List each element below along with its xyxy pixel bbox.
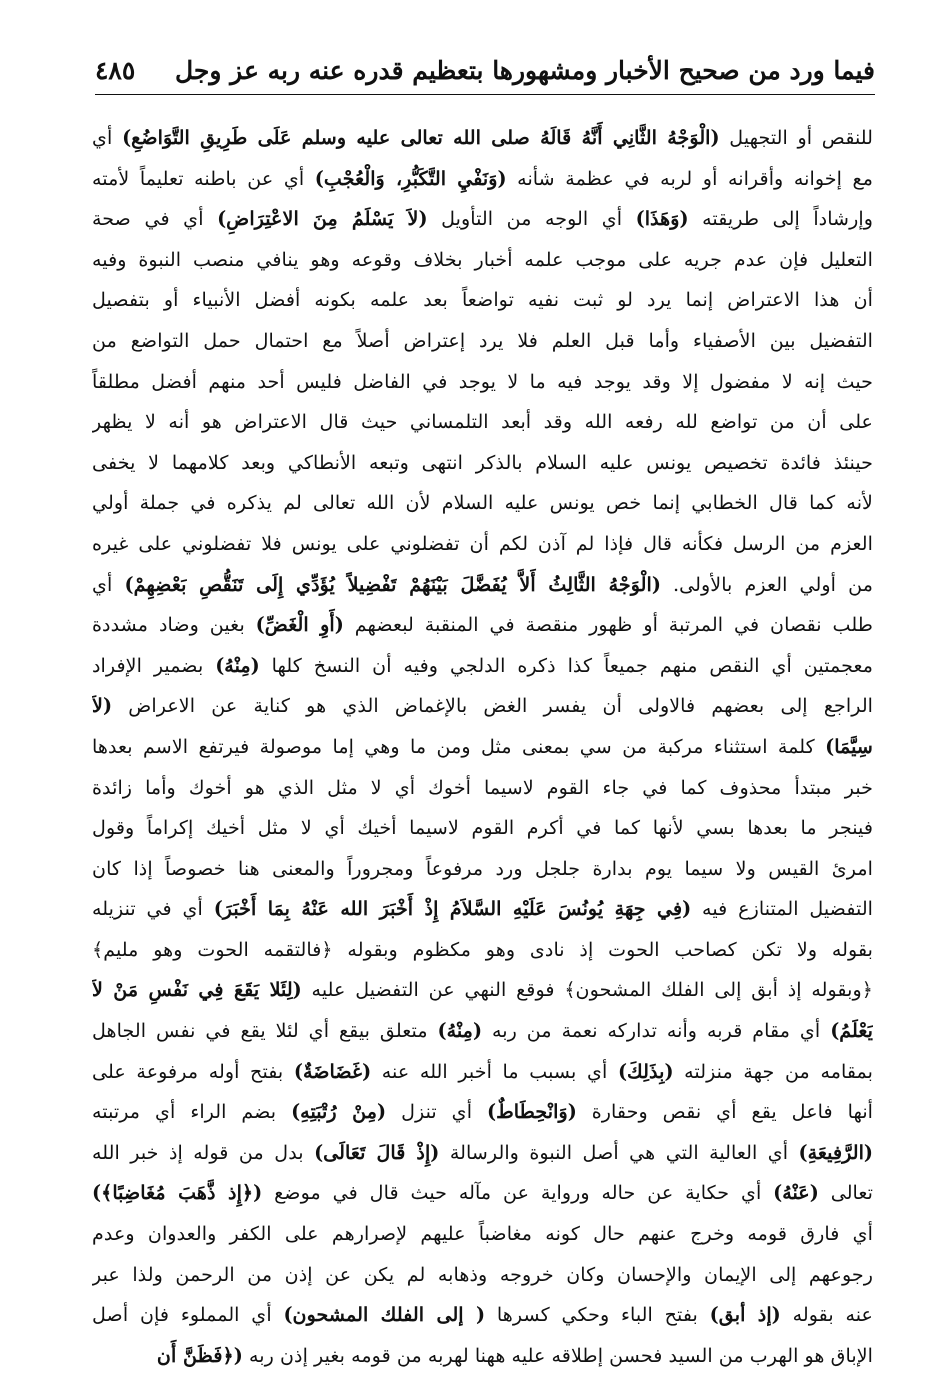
text-run: أي في تنزيله xyxy=(92,897,214,921)
highlighted-phrase: سِيَّمَا) xyxy=(825,734,873,758)
text-run: حيث إنه لا مفضول إلا وقد يوجد فيه ما لا يوجد في الفاضل فليس أحد منهم أفضل مطلقاً xyxy=(92,369,873,393)
text-run: أي الوجه من التأويل xyxy=(427,207,636,231)
text-run: على أن من تواضع لله رفعه الله وقد أبعد التلمساني حيث قال الاعتراض هو أنه لا يظهر xyxy=(92,410,873,434)
text-run: عنه بقوله xyxy=(780,1303,873,1327)
text-run: وإرشاداً إلى طريقته xyxy=(688,207,873,231)
header-rule xyxy=(95,94,875,95)
running-header xyxy=(95,52,875,94)
text-line xyxy=(92,240,873,281)
text-run: بضم الراء أي مرتبته xyxy=(92,1100,292,1124)
highlighted-phrase: (مِنْهُ) xyxy=(215,653,260,677)
body-text xyxy=(92,118,873,1376)
text-line xyxy=(92,889,873,930)
text-run: كلمة استثناء مركبة من سي بمعنى مثل ومن ما وهي إما موصولة فيرتفع الاسم بعدها xyxy=(92,734,826,758)
text-run: بفتح أوله مرفوعة على xyxy=(92,1059,294,1083)
highlighted-phrase: (غَضَاضَةٌ) xyxy=(293,1059,372,1083)
text-run: معجمتين أي النقص منهم جميعاً كذا ذكره الدلجي وفيه أن النسخ كلها xyxy=(259,653,873,677)
text-line xyxy=(92,646,873,687)
text-line xyxy=(92,1092,873,1133)
text-line xyxy=(92,524,873,565)
text-line xyxy=(92,402,873,443)
text-line xyxy=(92,118,873,159)
text-line xyxy=(92,1133,873,1174)
page-number: ٤٨٥ xyxy=(95,56,136,85)
text-line xyxy=(92,970,873,1011)
text-run: أي مقام قربه وأنه تداركه نعمة من ربه xyxy=(482,1019,831,1043)
text-run: أنها فاعل يقع أي نقص وحقارة xyxy=(576,1100,873,1124)
text-run: الراجع إلى بعضهم فالاولى أن يفسر الغض بالإغماض الذي هو كناية عن الاعراض xyxy=(112,694,873,718)
text-run: أي حكاية عن حاله ورواية عن مآله حيث قال في موضع xyxy=(262,1181,774,1205)
highlighted-phrase: (الرَّفِيعَةِ) xyxy=(798,1140,873,1164)
text-line xyxy=(92,443,873,484)
text-run: تعالى xyxy=(818,1181,873,1205)
highlighted-phrase: ( إلى الفلك المشحون) xyxy=(283,1303,486,1327)
text-run: أي xyxy=(92,572,125,596)
highlighted-phrase: (﴿فَظَنَّ أَن xyxy=(156,1343,243,1367)
text-run: أي عن باطنه تعليماً لأمته xyxy=(92,166,315,190)
highlighted-phrase: (الْوَجْهُ الثَّانِي أَنَّهُ قَالَهُ صلى الله تعالى عليه وسلم عَلَى طَرِيقِ التَّوَاضُعِ) xyxy=(122,126,720,149)
highlighted-phrase: (إِذْ قَالَ تَعَالَى) xyxy=(314,1140,440,1164)
highlighted-phrase: (أَوِ الْغَضِّ) xyxy=(255,613,344,637)
text-line xyxy=(92,1295,873,1336)
highlighted-phrase: (لاَ xyxy=(92,694,113,718)
highlighted-phrase: (لِئَلا يَقَعَ فِي نَفْسِ مَنْ لاَ xyxy=(92,978,302,1002)
text-run: متعلق بيقع أي لئلا يقع في نفس الجاهل xyxy=(92,1019,438,1043)
running-title: فيما ورد من صحيح الأخبار ومشهورها بتعظيم قدره عنه ربه عز وجل xyxy=(175,56,875,85)
text-line xyxy=(92,727,873,768)
text-run: خبر مبتدأ محذوف كما في جاء القوم لاسيما أخوك أي لا مثل الذي هو أخوك وأما زائدة xyxy=(92,775,873,799)
text-run: بغين وضاد مشددة xyxy=(92,613,256,637)
highlighted-phrase: (﴿إِذ ذَّهَبَ مُغَاضِبًا﴾) xyxy=(92,1181,263,1205)
highlighted-phrase: (لاَ يَسْلَمُ مِنَ الاعْتِرَاضِ) xyxy=(217,207,428,231)
text-run: التفضيل بين الأصفياء وأما قبل العلم فلا يرد إعتراض أصلاً مع احتمال حمل التواضع من xyxy=(92,328,873,352)
text-run: أي العالية التي هي أصل النبوة والرسالة xyxy=(439,1140,799,1164)
highlighted-phrase: (مِنْهُ) xyxy=(437,1019,483,1043)
text-run: بضمير الإفراد xyxy=(92,653,216,677)
text-line xyxy=(92,1214,873,1255)
text-run: أي xyxy=(92,126,123,149)
text-line xyxy=(92,483,873,524)
highlighted-phrase: (وَانْحِطَاطٌ) xyxy=(486,1100,577,1124)
text-line xyxy=(92,930,873,971)
text-line xyxy=(92,199,873,240)
highlighted-phrase: (إذ أبق) xyxy=(709,1303,781,1327)
text-run: رجوعهم إلى الإيمان والإحسان وكان خروجه وذهابه لم يكن عن إذن من الرحمن ولذا عبر xyxy=(92,1262,873,1286)
text-run: بدل من قوله إذ خبر الله xyxy=(92,1140,315,1164)
highlighted-phrase: (عَنْهُ) xyxy=(773,1181,819,1205)
highlighted-phrase: (مِنْ رُتْبَتِهِ) xyxy=(291,1100,387,1124)
text-line xyxy=(92,321,873,362)
text-line xyxy=(92,768,873,809)
text-run: من أولي العزم بالأولى. xyxy=(660,572,873,596)
text-run: لأنه كما قال الخطابي إنما خص يونس عليه السلام لأن الله تعالى لم يذكره في جملة أولي xyxy=(92,491,873,515)
text-run: بفتح الباء وحكي كسرها xyxy=(485,1303,710,1327)
text-run: التفضيل المتنازع فيه xyxy=(691,897,873,921)
text-line xyxy=(92,1173,873,1214)
text-run: الإباق هو الهرب من السيد فحسن إطلاقه عليه ههنا لهربه من قومه بغير إذن ربه xyxy=(242,1343,873,1367)
text-run: أن هذا الاعتراض إنما يرد لو ثبت نفيه تواضعاً بعد علمه بكونه أفضل الأنبياء أو بتفصيل xyxy=(92,288,873,312)
text-line xyxy=(92,1255,873,1296)
highlighted-phrase: (وَنَفْيِ التَّكَبُّرِ، وَالْعُجْبِ) xyxy=(314,166,507,190)
text-line xyxy=(92,686,873,727)
highlighted-phrase: (بِذَلِكَ) xyxy=(617,1059,674,1083)
text-run: التعليل فإن عدم جريه على موجب علمه أخبار بخلاف وقوعه وهو ينافي منصب النبوة وفيه xyxy=(92,247,873,271)
text-run: امرئ القيس ولا سيما يوم بدارة جلجل ورد مرفوعاً ومجروراً والمعنى هنا خصوصاً إذا كان xyxy=(92,856,873,880)
text-run: أي بسبب ما أخبر الله عنه xyxy=(371,1059,618,1083)
text-run: العزم من الرسل فكأنه قال فإذا لم آذن لكم أن تفضلوني على يونس فلا تفضلوني على غيره xyxy=(92,531,873,555)
text-line xyxy=(92,1336,873,1377)
text-line xyxy=(92,159,873,200)
text-line xyxy=(92,808,873,849)
text-line xyxy=(92,1011,873,1052)
text-line xyxy=(92,605,873,646)
text-run: أي فارق قومه وخرج عنهم حال كونه مغاضباً عليهم لإصرارهم على الكفر والعدوان وعدم xyxy=(92,1222,873,1246)
text-run: فينجر ما بعدها بسي لأنها كما في أكرم القوم لاسيما أخيك أي لا مثل أخيك إكراماً وقول xyxy=(92,816,873,840)
text-line xyxy=(92,280,873,321)
text-run: أي في صحة xyxy=(92,207,218,231)
text-line xyxy=(92,362,873,403)
text-run: بقوله ولا تكن كصاحب الحوت إذ نادى وهو مكظوم وبقوله ﴿فالتقمه الحوت وهو مليم﴾ xyxy=(92,937,873,961)
text-run: بمقامه من جهة منزلته xyxy=(673,1059,873,1083)
text-run: أي المملوء فإن أصل xyxy=(92,1303,284,1327)
text-run: أي تنزل xyxy=(386,1100,487,1124)
text-run: للنقص أو التجهيل xyxy=(719,126,873,149)
text-run: طلب نقصان في المرتبة أو ظهور منقصة في المنقبة لبعضهم xyxy=(343,613,873,637)
text-line xyxy=(92,565,873,606)
highlighted-phrase: (وَهَذَا) xyxy=(635,207,689,231)
text-line xyxy=(92,849,873,890)
text-run: حينئذ فائدة تخصيص يونس عليه السلام بالذكر انتهى وتبعه الأنطاكي وبعد كلامهما لا يخفى xyxy=(92,450,873,474)
highlighted-phrase: (الْوَجْهُ الثَّالِثُ أَلاَّ يُفَضَّلَ بَيْنَهُمْ تَفْضِيلاً يُؤَدِّي إِلَى تَنَقُّصِ بَعْضِهِمْ) xyxy=(124,572,661,596)
text-run: مع إخوانه وأقرانه أو لربه في عظمة شأنه xyxy=(506,166,873,190)
highlighted-phrase: يَعْلَمُ) xyxy=(830,1019,873,1043)
highlighted-phrase: (فِي جِهَةِ يُونُسَ عَلَيْهِ السَّلاَمُ إِذْ أَخْبَرَ الله عَنْهُ بِمَا أَخْبَرَ) xyxy=(213,897,692,921)
text-run: ﴿وبقوله إذ أبق إلى الفلك المشحون﴾ فوقع النهي عن التفضيل عليه xyxy=(301,978,873,1002)
text-line xyxy=(92,1052,873,1093)
